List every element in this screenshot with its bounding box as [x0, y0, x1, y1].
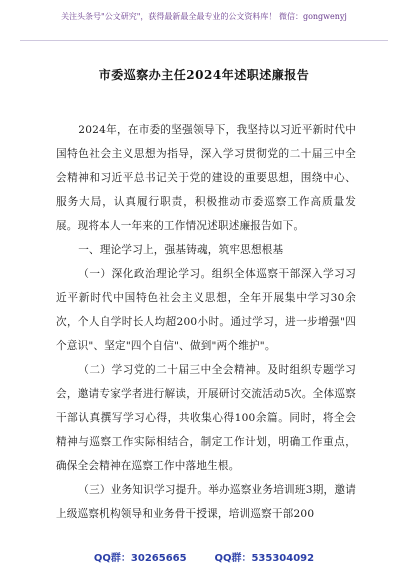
header-banner — [0, 10, 408, 50]
paragraph-item-3: （三）业务知识学习提升。举办巡察业务培训班3期，邀请上级巡察机构领导和业务骨干授课，培训巡察干部200 — [56, 484, 356, 520]
paragraph-intro: 2024年，在市委的坚强领导下，我坚持以习近平新时代中国特色社会主义思想为指导，深入学习贯彻党的二十届三中全会精神和习近平总书记关于党的建设的重要思想，围绕中心、服务大局，认真履行职责，积极推动市委巡察工作高质量发展。现将本人一年来的工作情况述职述廉报告如下。 — [56, 124, 356, 232]
document-body — [56, 118, 356, 526]
paragraph-item-2: （二）学习党的二十届三中全会精神。及时组织专题学习会，邀请专家学者进行解读，开展研讨交流活动5次。全体巡察干部认真撰写学习心得，共收集心得100余篇。同时，将全会精神与巡察工作实际相结合，制定工作计划，明确工作重点，确保全会精神在巡察工作中落地生根。 — [56, 364, 356, 472]
banner-text: 关注头条号"公文研究"，获得最新最全最专业的公文资料库！ 微信：gongwenyj — [61, 12, 347, 21]
paragraph-item-1: （一）深化政治理论学习。组织全体巡察干部深入学习习近平新时代中国特色社会主义思想，全年开展集中学习30余次，个人自学时长人均超200小时。通过学习，进一步增强"四个意识"、坚定"四个自信"、做到"两个维护"。 — [56, 268, 356, 352]
document-title: 市委巡察办主任2024年述职述廉报告 — [98, 68, 310, 82]
footer-contact: QQ群：30265665 QQ群：535304092 — [93, 553, 315, 564]
section-heading: 一、理论学习上，强基铸魂，筑牢思想根基 — [78, 244, 284, 256]
header-divider — [20, 40, 388, 41]
